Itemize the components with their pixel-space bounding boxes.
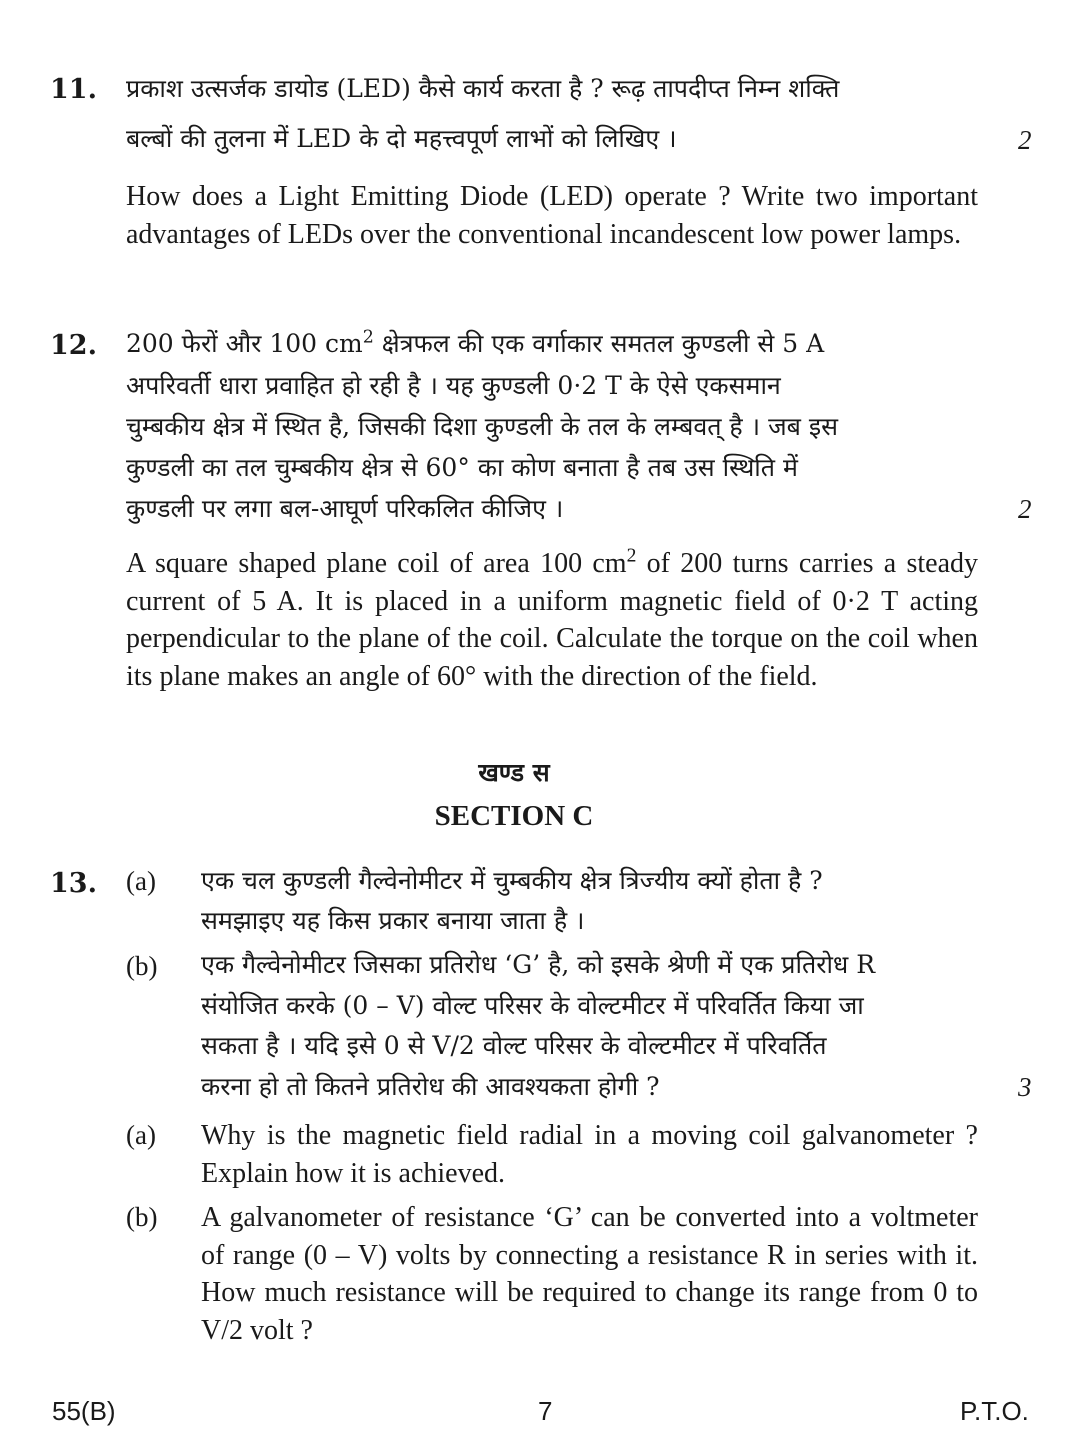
question-number-11: 11. [50, 74, 97, 105]
q12-hindi-superscript: 2 [362, 327, 374, 348]
q12-hindi-line-4: कुण्डली का तल चुम्बकीय क्षेत्र से 60° का कोण बनाता है तब उस स्थिति में [126, 453, 798, 482]
q12-hindi-line-1-start: 200 फेरों और 100 cm [126, 329, 363, 358]
q13-hindi-b-line-1: एक गैल्वेनोमीटर जिसका प्रतिरोध ‘G’ है, को इसके श्रेणी में एक प्रतिरोध R [201, 950, 876, 979]
q11-marks: 2 [1018, 125, 1032, 155]
question-number-12: 12. [50, 330, 97, 361]
q13-hindi-a-line-2: समझाइए यह किस प्रकार बनाया जाता है । [201, 906, 585, 935]
q12-hindi-line-1-end: क्षेत्रफल की एक वर्गाकार समतल कुण्डली से 5 A [373, 329, 825, 358]
q12-english-text [126, 545, 978, 695]
q12-hindi-line-3: चुम्बकीय क्षेत्र में स्थित है, जिसकी दिशा कुण्डली के तल के लम्बवत् है । जब इस [126, 412, 839, 441]
please-turn-over: P.T.O. [960, 1396, 1029, 1426]
q13-english-part-a: Why is the magnetic field radial in a moving coil galvanometer ? Explain how it is achieved. [201, 1120, 978, 1189]
q12-hindi-line-1 [126, 325, 986, 362]
q11-hindi-line-1: प्रकाश उत्सर्जक डायोड (LED) कैसे कार्य करता है ? रूढ़ तापदीप्त निम्न शक्ति [126, 74, 840, 103]
q13-hindi-part-b-label: (b) [126, 951, 158, 981]
q13-english-part-a-label: (a) [126, 1120, 156, 1150]
q11-hindi-line-2: बल्बों की तुलना में LED के दो महत्त्वपूर्ण लाभों को लिखिए । [126, 124, 677, 153]
q13-hindi-b-line-3: सकता है । यदि इसे 0 से V/2 वोल्ट परिसर के वोल्टमीटर में परिवर्तित [201, 1031, 827, 1060]
q13-hindi-part-a-label: (a) [126, 866, 156, 896]
q12-hindi-line-5: कुण्डली पर लगा बल-आघूर्ण परिकलित कीजिए । [126, 494, 564, 523]
q11-english-text: How does a Light Emitting Diode (LED) operate ? Write two important advantages of LEDs over the conventional incandescent low power lamps. [126, 181, 978, 250]
q13-marks: 3 [1018, 1072, 1032, 1102]
q13-english-part-b-label: (b) [126, 1202, 158, 1232]
q13-english-part-b: A galvanometer of resistance ‘G’ can be converted into a voltmeter of range (0 – V) volts by connecting a resistance R in series with it. How much resistance will be required to change its range from 0 to V/2 volt ? [201, 1202, 978, 1346]
question-number-13: 13. [50, 868, 97, 899]
q12-english-start: A square shaped plane coil of area 100 cm [126, 548, 627, 579]
q12-marks: 2 [1018, 494, 1032, 524]
q12-english-end: of 200 turns carries a steady current of 5 A. It is placed in a uniform magnetic field of 0·2 T acting perpendicular to the plane of the coil. Calculate the torque on the coil when its plane makes an angle of 60° with the direction of the field. [126, 548, 978, 692]
q12-english-superscript: 2 [626, 545, 637, 567]
q13-hindi-b-line-4: करना हो तो कितने प्रतिरोध की आवश्यकता होगी ? [201, 1072, 660, 1101]
q13-hindi-a-line-1: एक चल कुण्डली गैल्वेनोमीटर में चुम्बकीय क्षेत्र त्रिज्यीय क्यों होता है ? [201, 866, 823, 895]
q13-hindi-b-line-2: संयोजित करके (0 – V) वोल्ट परिसर के वोल्टमीटर में परिवर्तित किया जा [201, 991, 864, 1020]
section-heading-hindi: खण्ड स [478, 758, 550, 787]
page-number: 7 [538, 1396, 553, 1426]
q12-hindi-line-2: अपरिवर्ती धारा प्रवाहित हो रही है । यह कुण्डली 0·2 T के ऐसे एकसमान [126, 371, 781, 400]
section-heading-english: SECTION C [434, 800, 594, 832]
paper-code: 55(B) [52, 1396, 116, 1426]
